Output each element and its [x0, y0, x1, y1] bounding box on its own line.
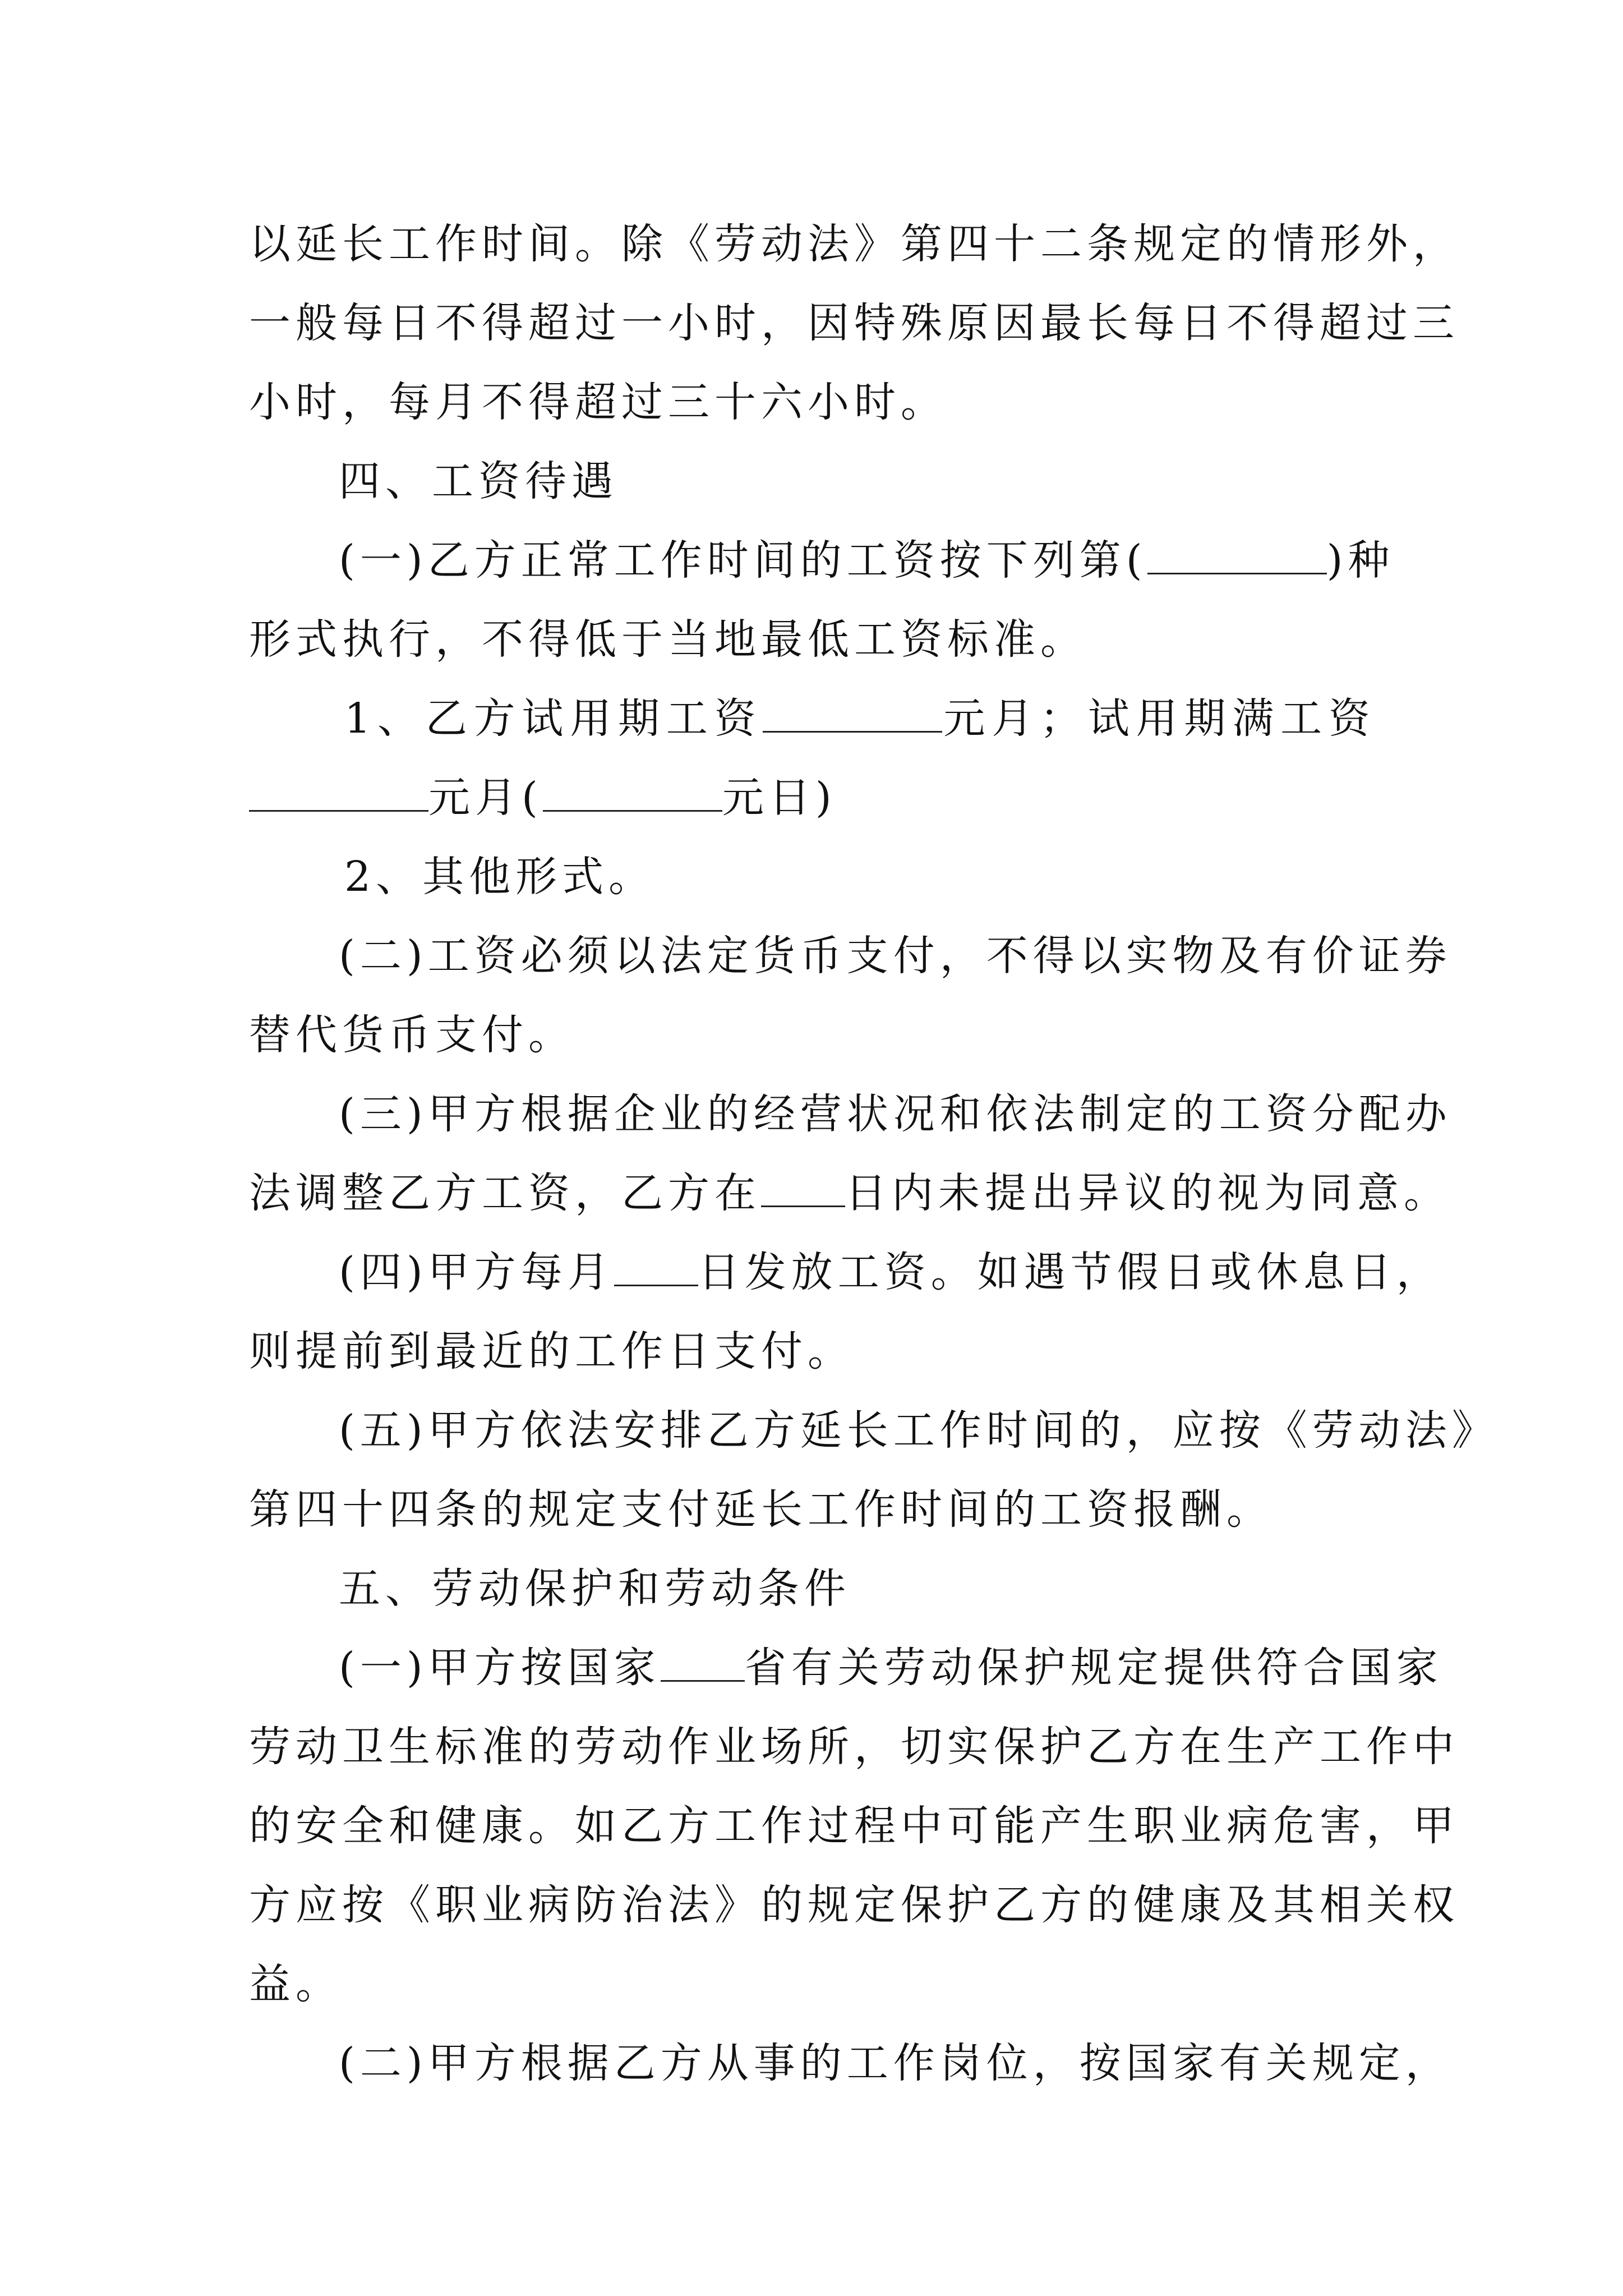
paragraph-line: 第四十四条的规定支付延长工作时间的工资报酬。: [249, 1485, 1273, 1534]
paragraph-line: 替代货币支付。: [249, 1011, 575, 1059]
fill-in-blank[interactable]: [543, 779, 722, 812]
fill-in-blank[interactable]: [763, 700, 942, 733]
paragraph-line: 2、其他形式。: [344, 853, 656, 901]
paragraph-line: 的安全和健康。如乙方工作过程中可能产生职业病危害，甲: [249, 1802, 1459, 1850]
section-heading: 五、劳动保护和劳动条件: [339, 1565, 851, 1613]
paragraph-line: (一)乙方正常工作时间的工资按下列第( )种: [339, 536, 1395, 585]
paragraph-line: 则提前到最近的工作日支付。: [249, 1327, 854, 1375]
paragraph-line: (三)甲方根据企业的经营状况和依法制定的工资分配办: [339, 1090, 1452, 1138]
paragraph-line: 劳动卫生标准的劳动作业场所，切实保护乙方在生产工作中: [249, 1723, 1459, 1771]
fill-in-blank[interactable]: [661, 1649, 745, 1682]
paragraph-line: (一)甲方按国家 省有关劳动保护规定提供符合国家: [339, 1644, 1443, 1692]
paragraph-line: 以延长工作时间。除《劳动法》第四十二条规定的情形外，: [249, 220, 1459, 268]
paragraph-line: (二)工资必须以法定货币支付，不得以实物及有价证券: [339, 932, 1452, 980]
paragraph-line: 法调整乙方工资，乙方在 日内未提出异议的视为同意。: [249, 1169, 1450, 1217]
fill-in-blank[interactable]: [249, 779, 428, 812]
paragraph-line: 一般每日不得超过一小时，因特殊原因最长每日不得超过三: [249, 299, 1459, 347]
fill-in-blank[interactable]: [761, 1174, 845, 1207]
paragraph-line: 形式执行，不得低于当地最低工资标准。: [249, 615, 1087, 664]
paragraph-line: (五)甲方依法安排乙方延长工作时间的，应按《劳动法》: [339, 1406, 1498, 1455]
paragraph-line: (二)甲方根据乙方从事的工作岗位，按国家有关规定，: [339, 2039, 1452, 2087]
fill-in-blank[interactable]: [614, 1253, 698, 1286]
section-heading: 四、工资待遇: [339, 457, 618, 505]
paragraph-line: (四)甲方每月 日发放工资。如遇节假日或休息日，: [339, 1248, 1443, 1296]
fill-in-blank[interactable]: [1147, 541, 1327, 574]
paragraph-line: 益。: [249, 1960, 342, 2008]
document-body: [249, 205, 1498, 2103]
paragraph-line: 1、乙方试用期工资 元月；试用期满工资: [344, 694, 1375, 743]
paragraph-line: 元月( 元日): [249, 758, 1375, 838]
paragraph-line: 方应按《职业病防治法》的规定保护乙方的健康及其相关权: [249, 1881, 1459, 1929]
paragraph-line: 小时，每月不得超过三十六小时。: [249, 378, 947, 426]
